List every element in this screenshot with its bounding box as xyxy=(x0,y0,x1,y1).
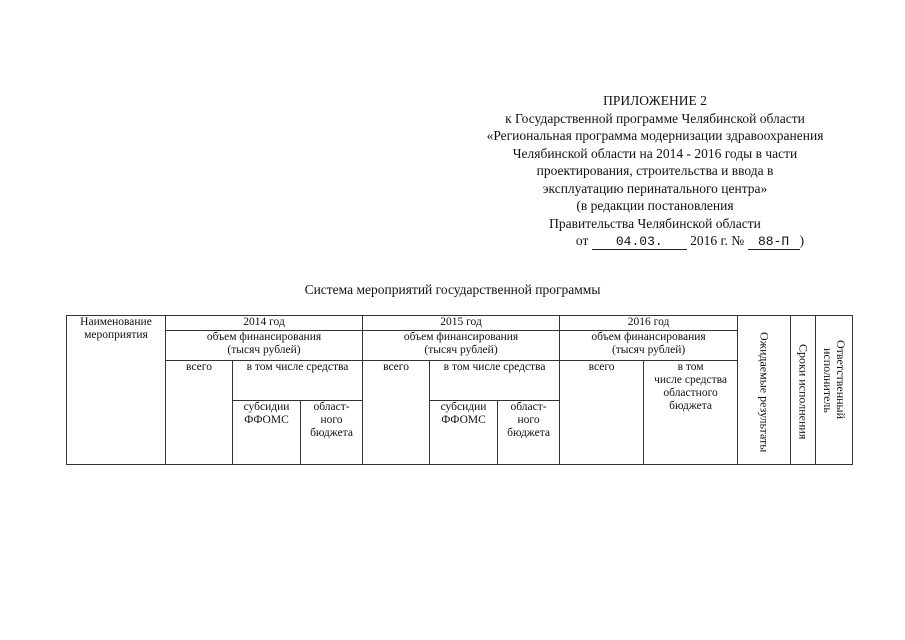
closing-paren: ) xyxy=(799,233,805,248)
column-header-name: Наименование мероприятия xyxy=(67,316,166,465)
expected-results-label: Ожидаемые результаты xyxy=(757,331,772,453)
header-line: Правительства Челябинской области xyxy=(549,215,761,231)
header-line: (в редакции постановления xyxy=(576,198,734,213)
year-header-2015: 2015 год xyxy=(363,316,560,331)
decree-date-line xyxy=(445,232,865,250)
regional-budget-header-2015: област- ного бюджета xyxy=(498,401,560,465)
column-header-deadlines xyxy=(791,316,816,465)
column-header-expected-results xyxy=(738,316,791,465)
header-line: к Государственной программе Челябинской области xyxy=(505,110,805,126)
header-line: эксплуатацию перинатального центра» xyxy=(542,180,768,196)
financing-header-2015: объем финансирования (тысяч рублей) xyxy=(363,331,560,361)
total-header-2014: всего xyxy=(166,361,233,465)
including-header-2015: в том числе средства xyxy=(430,361,560,401)
including-header-2016: в том числе средства областного бюджета xyxy=(644,361,738,465)
table-title: Система мероприятий государственной программы xyxy=(304,282,601,297)
header-line: проектирования, строительства и ввода в xyxy=(536,163,774,178)
measures-table xyxy=(66,315,853,465)
decree-date: 04.03. xyxy=(592,235,687,250)
header-line: Челябинской области на 2014 - 2016 годы в части xyxy=(512,145,798,161)
appendix-number: ПРИЛОЖЕНИЕ 2 xyxy=(603,93,707,108)
subsidy-header-2015: субсидии ФФОМС xyxy=(430,401,498,465)
year-text: 2016 г. № xyxy=(690,233,745,248)
column-header-responsible xyxy=(816,316,853,465)
date-prefix: от xyxy=(575,233,589,248)
decree-number: 88-П xyxy=(748,235,800,250)
header-line: «Региональная программа модернизации здравоохранения xyxy=(486,128,824,143)
total-header-2015: всего xyxy=(363,361,430,465)
financing-header-2016: объем финансирования (тысяч рублей) xyxy=(560,331,738,361)
deadlines-label: Сроки исполнения xyxy=(796,344,811,440)
subsidy-header-2014: субсидии ФФОМС xyxy=(233,401,301,465)
appendix-header xyxy=(445,92,865,250)
responsible-label: Ответственный исполнитель xyxy=(821,340,849,420)
including-header-2014: в том числе средства xyxy=(233,361,363,401)
regional-budget-header-2014: област- ного бюджета xyxy=(301,401,363,465)
year-header-2014: 2014 год xyxy=(166,316,363,331)
financing-header-2014: объем финансирования (тысяч рублей) xyxy=(166,331,363,361)
total-header-2016: всего xyxy=(560,361,644,465)
year-header-2016: 2016 год xyxy=(560,316,738,331)
